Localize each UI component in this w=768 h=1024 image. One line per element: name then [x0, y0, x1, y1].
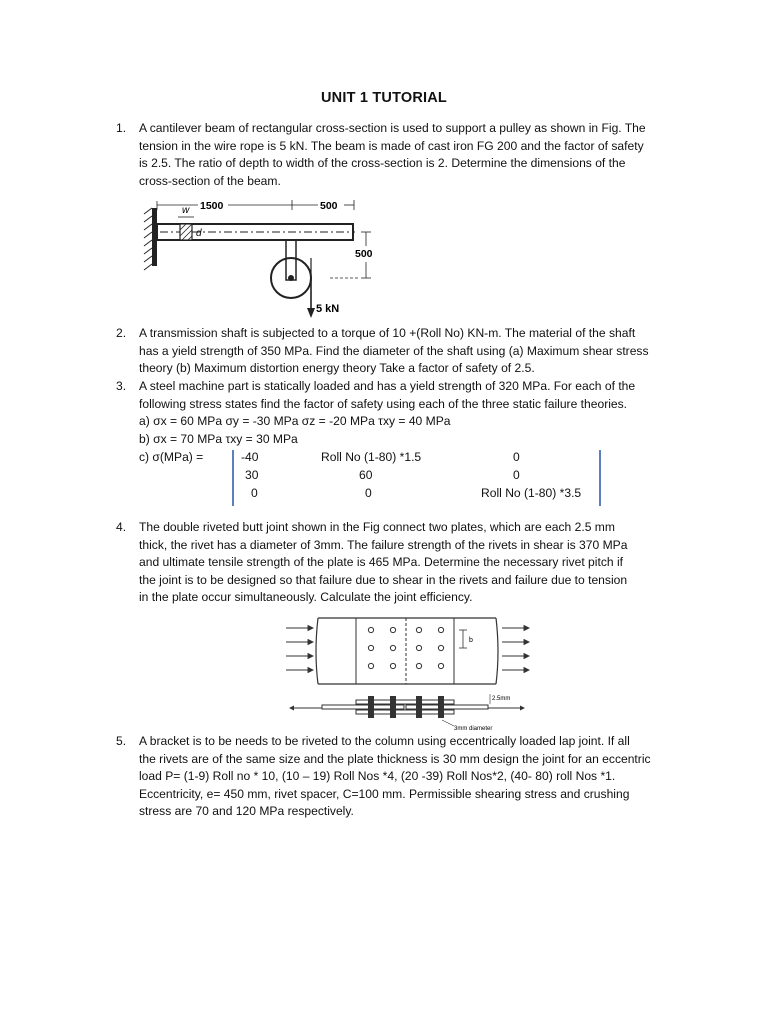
question-line: has a yield strength of 350 MPa. Find the diameter of the shaft using (a) Maximum shear stress [139, 343, 649, 358]
question-2 [116, 325, 676, 378]
dim-500-drop-label: 500 [355, 248, 373, 260]
matrix-cell: 0 [513, 450, 520, 464]
dim-500-overhang-label: 500 [320, 200, 338, 212]
page-title: UNIT 1 TUTORIAL [321, 90, 447, 106]
question-line: a) σx = 60 MPa σy = -30 MPa σz = -20 MPa τxy = 40 MPa [139, 414, 451, 429]
matrix-cell: Roll No (1-80) *1.5 [321, 450, 422, 464]
question-line: thick, the rivet has a diameter of 3mm. The failure strength of the rivets in shear is 370 MPa [139, 537, 628, 552]
matrix-cell: 0 [365, 486, 372, 500]
matrix-cell: 0 [251, 486, 258, 500]
stress-matrix [139, 450, 619, 506]
question-line: is 2.5. The ratio of depth to width of the cross-section is 2. Determine the dimensions of the [139, 156, 626, 171]
width-label: w [182, 205, 190, 216]
question-line: theory (b) Maximum distortion energy theory Take a factor of safety of 2.5. [139, 361, 535, 376]
question-3 [116, 378, 676, 448]
question-line: The double riveted butt joint shown in the Fig connect two plates, which are each 2.5 mm [139, 520, 615, 534]
matrix-cell: 60 [359, 468, 373, 482]
question-line: and ultimate tensile strength of the plate is 465 MPa. Determine the necessary rivet pitch if [139, 555, 623, 570]
load-arrow [307, 308, 315, 318]
pulley-hanger [286, 240, 296, 280]
thickness-label: 2.5mm [492, 696, 511, 702]
question-4 [116, 519, 676, 607]
question-line: in the plate occur simultaneously. Calculate the joint efficiency. [139, 590, 473, 605]
force-arrows-right [502, 626, 529, 673]
question-line: load P= (1-9) Roll no * 10, (10 – 19) Roll Nos *4, (20 -39) Roll Nos*2, (40- 80) roll Nos *1. [139, 769, 616, 784]
question-number: 3. [116, 379, 127, 393]
question-line: stress are 70 and 120 MPa respectively. [139, 804, 354, 819]
question-line: b) σx = 70 MPa τxy = 30 MPa [139, 431, 298, 446]
question-number: 1. [116, 121, 127, 135]
matrix-left-bracket [232, 450, 234, 506]
question-number: 4. [116, 520, 127, 534]
diameter-label: 3mm diameter [454, 726, 493, 732]
question-line: cross-section of the beam. [139, 173, 281, 188]
matrix-cell: 30 [245, 468, 259, 482]
pitch-label: b [469, 637, 473, 644]
question-line: A cantilever beam of rectangular cross-section is used to support a pulley as shown in Fig. The [139, 121, 646, 135]
question-line: A steel machine part is statically loaded and has a yield strength of 320 MPa. For each of the [139, 379, 636, 393]
dim-1500-label: 1500 [200, 200, 224, 212]
depth-label: d [196, 228, 202, 239]
question-5 [116, 733, 676, 821]
matrix-right-bracket [599, 450, 601, 506]
cantilever-beam-figure [140, 196, 380, 322]
wall-hatching [144, 208, 152, 270]
question-line: Eccentricity, e= 450 mm, rivet spacer, C=100 mm. Permissible shearing stress and crushing [139, 786, 630, 801]
question-line: A transmission shaft is subjected to a torque of 10 +(Roll No) KN-m. The material of the shaft [139, 326, 636, 340]
butt-joint-figure [282, 612, 544, 732]
joint-side-section [289, 696, 525, 718]
matrix-label: c) σ(MPa) = [139, 450, 204, 464]
question-line: the joint is to be designed so that failure due to shear in the rivets and failure due to tension [139, 572, 628, 587]
question-number: 5. [116, 734, 127, 748]
question-line: following stress states find the factor of safety using each of the three static failure theories. [139, 396, 628, 411]
question-line: the rivets are of the same size and the plate thickness is 30 mm design the joint for an eccentric [139, 751, 651, 766]
question-line: A bracket is to be needs to be riveted to the column using eccentrically loaded lap joint. If all [139, 734, 630, 748]
question-1 [116, 120, 676, 190]
matrix-cell: -40 [241, 450, 259, 464]
matrix-cell: 0 [513, 468, 520, 482]
question-line: tension in the wire rope is 5 kN. The beam is made of cast iron FG 200 and the factor of safety [139, 138, 644, 153]
question-number: 2. [116, 326, 127, 340]
matrix-cell: Roll No (1-80) *3.5 [481, 486, 582, 500]
force-arrows-left [286, 626, 313, 673]
load-label: 5 kN [316, 303, 340, 315]
